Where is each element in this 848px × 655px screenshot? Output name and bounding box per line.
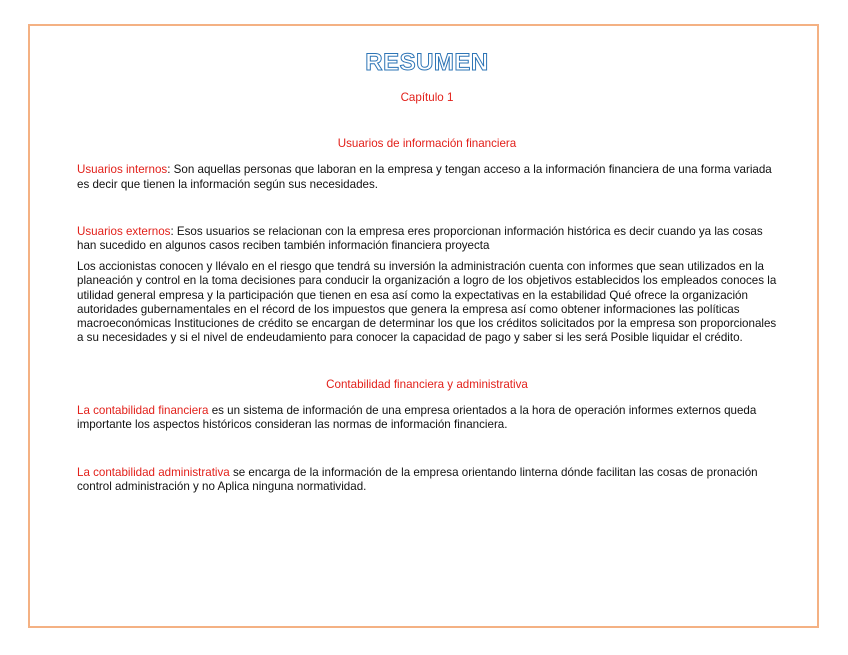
- text-usuarios-externos: : Esos usuarios se relacionan con la empresa eres proporcionan información histórica es decir cuando ya las cosas han sucedido en algunos casos reciben también información financiera proyecta: [77, 224, 763, 253]
- section-heading-contabilidad: Contabilidad financiera y administrativa: [326, 378, 528, 392]
- chapter-label: Capítulo 1: [400, 91, 454, 104]
- paragraph-contabilidad-administrativa: [77, 466, 777, 494]
- term-contabilidad-administrativa: La contabilidad administrativa: [77, 466, 230, 480]
- document-title: RESUMEN: [365, 49, 489, 76]
- section-heading-usuarios: Usuarios de información financiera: [337, 137, 517, 151]
- paragraph-usuarios-internos: [77, 163, 777, 191]
- document-content: [77, 50, 777, 494]
- paragraph-accionistas: Los accionistas conocen y llévalo en el riesgo que tendrá su inversión la administración cuenta con informes que sean utilizados en la planeación y control en la toma decisiones para conducir la organización a logro de los objetivos establecidos los empleados conoces la utilidad general empresa y la participación que tienen en esa así como la expectativas en la estabilidad Qué ofrece la organización autoridades gubernamentales en el récord de los impuestos que genera la empresa así como obtener informaciones las políticas macroeconómicas Instituciones de crédito se encargan de determinar los que los créditos solicitados por la empresa son proporcionales a su necesidades y si el nivel de endeudamiento para conocer la capacidad de pago y saber si les será Posible liquidar el crédito.: [77, 260, 777, 345]
- term-contabilidad-financiera: La contabilidad financiera: [77, 403, 209, 417]
- text-contabilidad-financiera: es un sistema de información de una empresa orientados a la hora de operación informes externos queda importante los aspectos históricos consideran las normas de información financiera.: [77, 403, 757, 431]
- text-usuarios-internos: : Son aquellas personas que laboran en la empresa y tengan acceso a la información financiera de una forma variada es decir que tienen la información según sus necesidades.: [77, 163, 772, 191]
- term-usuarios-externos: Usuarios externos: [77, 224, 171, 238]
- paragraph-usuarios-externos: [77, 225, 777, 253]
- term-usuarios-internos: Usuarios internos: [77, 163, 168, 177]
- text-contabilidad-administrativa: se encarga de la información de la empresa orientando linterna dónde facilitan las cosas de pronación control administración y no Aplica ninguna normatividad.: [77, 466, 758, 494]
- paragraph-contabilidad-financiera: [77, 404, 777, 432]
